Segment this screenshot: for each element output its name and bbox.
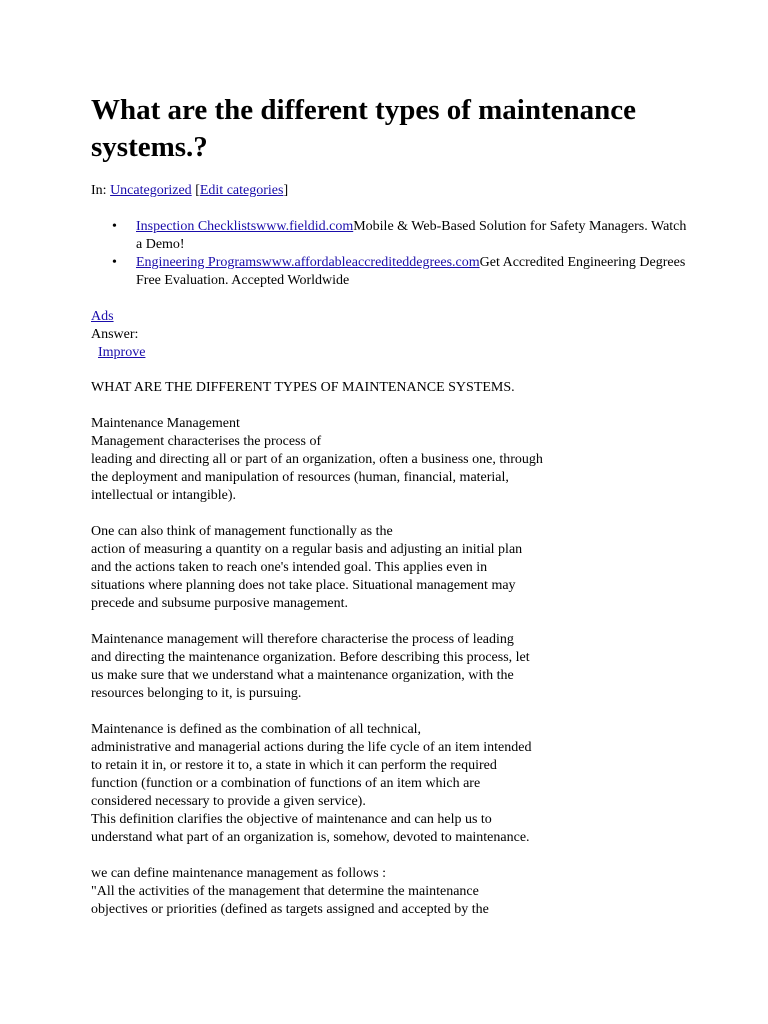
paragraph: One can also think of management functionally as the action of measuring a quantity on a regular basis and adjusting an initial plan and the actions taken to reach one's intended goal. This applies even in situations where planning does not take place. Situational management may precede and subsume purposive management. [91,524,523,611]
category-line [91,182,288,200]
edit-categories-link[interactable]: Edit categories [199,183,284,198]
ad-link[interactable]: Engineering Programswww.affordableaccrediteddegrees.com [136,255,480,270]
ad-text: Get Accredited Engineering Degrees Free Evaluation. Accepted Worldwide [136,255,686,288]
answer-header [91,308,145,362]
ad-item [136,254,696,290]
answer-heading: WHAT ARE THE DIFFERENT TYPES OF MAINTENANCE SYSTEMS. [91,380,515,395]
paragraph: Maintenance management will therefore characterise the process of leading and directing the maintenance organization. Before describing this process, let us make sure that we understand what a maintenance organization, with the resources belonging to it, is pursuing. [91,632,530,701]
ad-item [136,218,696,254]
ad-text: Mobile & Web-Based Solution for Safety Managers. Watch a Demo! [136,219,687,252]
paragraph: Maintenance is defined as the combination of all technical, administrative and managerial actions during the life cycle of an item intended to retain it in, or restore it to, a state in which it can perform the required function (function or a combination of functions of an item which are considered necessary to provide a given service). This definition clarifies the objective of maintenance and can help us to understand what part of an organization is, somehow, devoted to maintenance. [91,722,532,845]
category-prefix: In: [91,183,107,198]
answer-label: Answer: [91,327,139,342]
ad-link[interactable]: Inspection Checklistswww.fieldid.com [136,219,354,234]
page-title: What are the different types of maintenance systems.? [91,94,637,163]
category-link[interactable]: Uncategorized [110,183,192,198]
bracket-close: ] [283,183,289,198]
bracket-open: [ [195,183,200,198]
answer-body [91,379,591,937]
ads-link[interactable]: Ads [91,309,114,324]
improve-link[interactable]: Improve [98,345,146,360]
sponsored-ads-list [91,218,696,290]
paragraph: Maintenance Management Management characterises the process of leading and directing all or part of an organization, often a business one, through the deployment and manipulation of resources (human, financial, material, intellectual or intangible). [91,416,543,503]
paragraph: we can define maintenance management as follows : "All the activities of the management that determine the maintenance objectives or priorities (defined as targets assigned and accepted by the [91,866,489,917]
